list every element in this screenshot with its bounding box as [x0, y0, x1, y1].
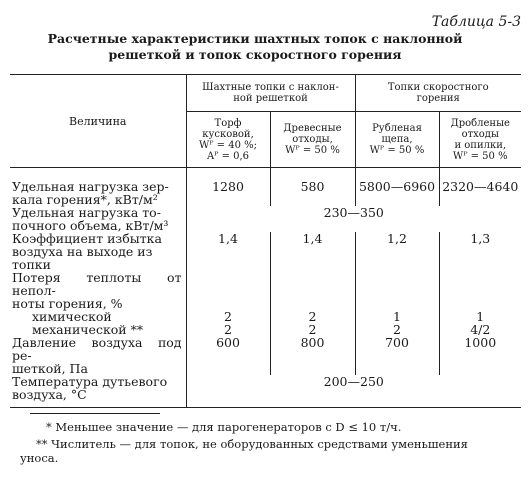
- table-row: [10, 375, 521, 408]
- header-group-shaft-furnaces: Шахтные топки с наклон- ной решеткой: [186, 75, 355, 112]
- row-name: химической: [10, 310, 186, 323]
- cell-value: 700: [355, 336, 439, 375]
- cell-value: 1,2: [355, 232, 439, 271]
- row-name: Удельная нагрузка то- почного объема, кВт/м³: [10, 206, 186, 232]
- cell-value: 1: [476, 309, 485, 324]
- cell-value: 2320—4640: [442, 179, 519, 194]
- cell-value: 600: [186, 336, 270, 375]
- table-row: [10, 271, 521, 310]
- table-row: [10, 232, 521, 271]
- cell-value: 2: [270, 310, 355, 323]
- cell-value: 1: [355, 310, 439, 323]
- footnote-2-continued: уноса.: [20, 451, 59, 465]
- header-col-wood-waste: Древесные отходы, Wᴾ = 50 %: [270, 112, 355, 168]
- cell-value: 800: [270, 336, 355, 375]
- header-col-chips: Рубленая щепа, Wᴾ = 50 %: [355, 112, 439, 168]
- cell-value: 580: [270, 168, 355, 207]
- characteristics-table: [10, 74, 521, 408]
- row-name: Давление воздуха под ре- шеткой, Па: [10, 336, 186, 375]
- cell-value: 1,4: [186, 232, 270, 271]
- caption-line-1: Расчетные характеристики шахтных топок с наклонной: [47, 31, 463, 46]
- cell-value-merged: 230—350: [323, 205, 384, 220]
- cell-value: 1280: [186, 168, 270, 207]
- cell-value: 4/2: [470, 322, 491, 337]
- cell-value: 5800—6960: [355, 168, 439, 207]
- footnote-2: ** Числитель — для топок, не оборудованных средствами уменьшения: [36, 437, 468, 451]
- row-name: Удельная нагрузка зер- кала горения*, кВт/м²: [10, 168, 186, 207]
- table-caption: [40, 31, 470, 63]
- header-col-peat: Торф кусковой, Wᴾ = 40 %; Aᴾ = 0,6: [186, 112, 270, 168]
- footnote-1: * Меньшее значение — для парогенераторов с D ≤ 10 т/ч.: [46, 420, 402, 434]
- table-row: [10, 168, 521, 207]
- row-name: Коэффициент избытка воздуха на выходе из топки: [10, 232, 186, 271]
- footnote-divider: [30, 413, 160, 414]
- cell-value: 2: [186, 310, 270, 323]
- header-group-fast-combustion: Топки скоростного горения: [355, 75, 521, 112]
- cell-value-merged: 200—250: [186, 375, 521, 408]
- table-label: Таблица 5-3: [431, 14, 521, 30]
- header-col-crushed-waste: Дробленые отходы и опилки, Wᴾ = 50 %: [439, 112, 521, 168]
- caption-line-2: решеткой и топок скоростного горения: [108, 47, 402, 62]
- header-quantity: Величина: [10, 75, 186, 168]
- cell-value: 2: [186, 323, 270, 336]
- cell-value: 1,4: [270, 232, 355, 271]
- cell-value: 1,3: [470, 231, 491, 246]
- cell-value: 2: [355, 323, 439, 336]
- table-row: [10, 336, 521, 375]
- row-name: Потеря теплоты от непол- ноты горения, %: [10, 271, 186, 310]
- row-name: механической **: [10, 323, 186, 336]
- cell-value: 1000: [464, 335, 497, 350]
- row-name: Температура дутьевого воздуха, °C: [10, 375, 186, 408]
- table-row: [10, 206, 521, 232]
- cell-value: 2: [270, 323, 355, 336]
